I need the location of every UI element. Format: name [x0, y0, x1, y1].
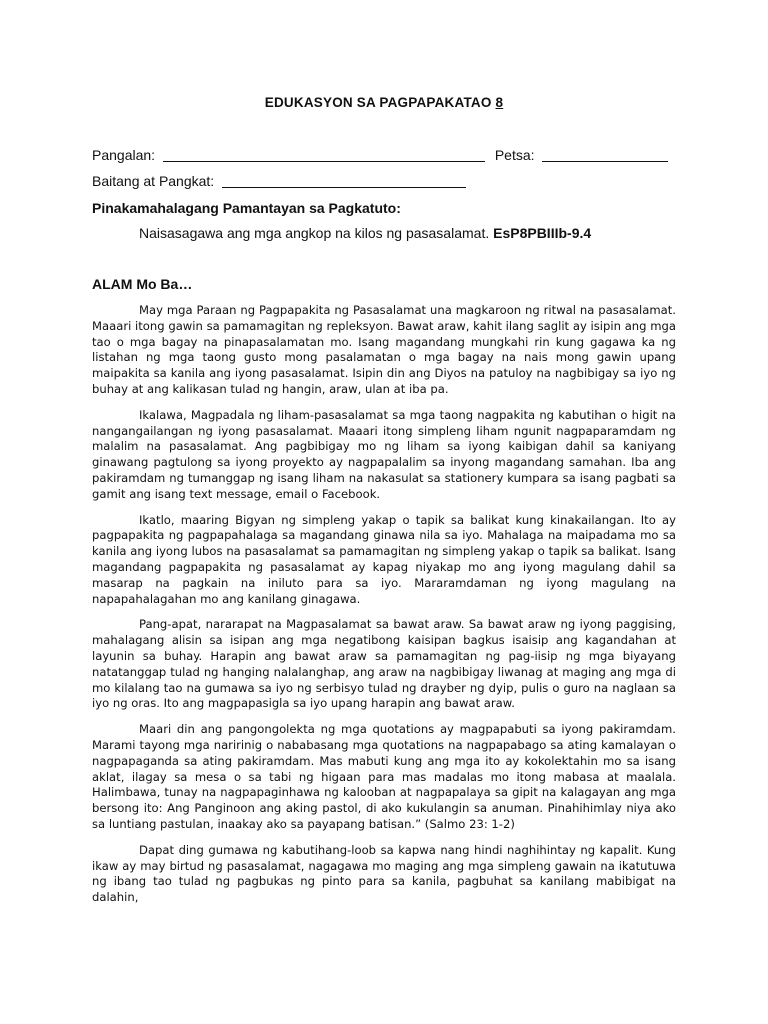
section-row: [92, 173, 466, 189]
alam-heading: ALAM Mo Ba…: [92, 276, 193, 292]
competency-text: Naisasagawa ang mga angkop na kilos ng pasasalamat.: [139, 225, 490, 241]
competency-line: [139, 225, 591, 241]
subject-title: EDUKASYON SA PAGPAPAKATAO: [264, 95, 492, 110]
section-label: Baitang at Pangkat:: [92, 173, 215, 189]
body-text: [92, 303, 676, 916]
grade-number: 8: [495, 95, 504, 110]
date-label: Petsa:: [494, 147, 535, 163]
paragraph-1: May mga Paraan ng Pagpapakita ng Pasasalamat una magkaroon ng ritwal na pasasalamat. Maaari itong gawin sa pamamagitan ng repleksyon. Bawat araw, kahit ilang saglit ay isipin ang mga tao o mga bagay na pinapasalamatan mo. Isang magandang mungkahi rin kung gagawa ka ng listahan ng mga taong gusto mong pasalamatan o mga bagay na nais mong gawin upang maipakita sa kanila ang iyong pasasalamat. Isipin din ang Diyos na patuloy na nagbibigay sa iyo ng buhay at ang kalikasan tulad ng hangin, araw, ulan at iba pa.: [92, 303, 676, 396]
paragraph-6: Dapat ding gumawa ng kabutihang-loob sa kapwa nang hindi naghihintay ng kapalit. Kung ikaw ay may birtud ng pasasalamat, nagagawa mo maging ang mga simpleng gawain na ikatutuwa ng ibang tao tulad ng pagbukas ng pinto para sa kanila, pagbuhat sa kanilang mabibigat na dalahin,: [92, 842, 676, 905]
standard-heading: Pinakamahalagang Pamantayan sa Pagkatuto:: [92, 200, 401, 216]
document-title: [0, 95, 768, 110]
paragraph-4: Pang-apat, nararapat na Magpasalamat sa bawat araw. Sa bawat araw ng iyong paggising, mahalagang alisin sa isipan ang mga negatibong kaisipan bagkus isaisip ang kagandahan at layunin sa buhay. Harapin ang bawat araw sa pamamagitan ng pag-iisip ng mga biyayang natatanggap tulad ng hanging nalalanghap, ang araw na nagbibigay liwanag at maging ang mga di mo kilalang tao na gumawa sa iyo ng serbisyo tulad ng drayber ng dyip, pulis o guro na naglaan sa iyo ng oras. Ito ang magpapasigla sa iyo upang harapin ang bawat araw.: [92, 617, 676, 711]
paragraph-5: Maari din ang pangongolekta ng mga quotations ay magpapabuti sa iyong pakiramdam. Marami tayong mga naririnig o nababasang mga quotations na nagpapabago sa ating kamalayan o nagpapaganda sa ating pakiramdam. Mas mabuti kung ang mga ito ay kokolektahin mo sa isang aklat, ilagay sa mesa o sa tabi ng higaan para mas madalas mo itong mabasa at maalala. Halimbawa, tunay na nagpapaginhawa ng kalooban at nagpapalaya sa gipit na kalagayan ang mga bersong ito: Ang Panginoon ang aking pastol, di ako kukulangin sa anuman. Pinahihimlay niya ako sa luntiang pastulan, inaakay ako sa payapang batisan.” (Salmo 23: 1-2): [92, 722, 676, 831]
name-date-row: [92, 147, 668, 163]
section-blank[interactable]: [222, 173, 466, 188]
name-label: Pangalan:: [92, 147, 156, 163]
competency-code: EsP8PBIIIb-9.4: [493, 225, 592, 241]
date-blank[interactable]: [542, 147, 668, 162]
paragraph-2: Ikalawa, Magpadala ng liham-pasasalamat sa mga taong nagpakita ng kabutihan o higit na nangangailangan ng iyong pasasalamat. Maaari itong simpleng liham ngunit nagpaparamdam ng malalim na pasasalamat. Ang pagbibigay mo ng liham sa iyong kaibigan dahil sa kaniyang ginawang pagtulong sa iyong proyekto ay nagpapalalim sa inyong magandang samahan. Iba ang pakiramdam ng tumanggap ng isang liham na nakasulat sa stationery kumpara sa isang pagbati sa gamit ang isang text message, email o Facebook.: [92, 407, 676, 501]
paragraph-3: Ikatlo, maaring Bigyan ng simpleng yakap o tapik sa balikat kung kinakailangan. Ito ay pagpapakita ng pagpapahalaga sa magandang ginawa nila sa iyo. Mahalaga na maipadama mo sa kanila ang iyong lubos na pasasalamat sa pamamagitan ng simpleng yakap o tapik sa balikat. Isang magandang pagpapakita ng pasasalamat ay kapag niyakap mo ang iyong magulang dahil sa masarap na pagkain na iniluto para sa iyo. Mararamdaman ng iyong magulang na napapahalagahan mo ang kanilang ginagawa.: [92, 512, 676, 606]
name-blank[interactable]: [163, 147, 485, 162]
